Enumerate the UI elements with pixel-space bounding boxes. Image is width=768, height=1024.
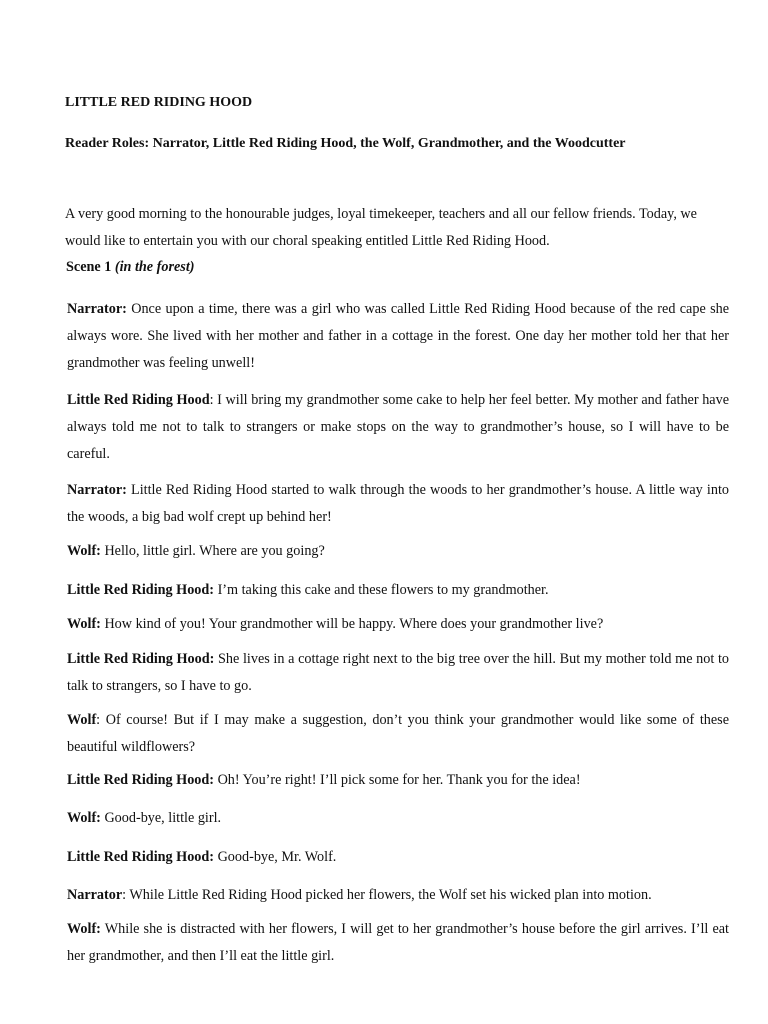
- dialogue-line: [67, 767, 729, 794]
- dialogue-text: : While Little Red Riding Hood picked her flowers, the Wolf set his wicked plan into motion.: [122, 887, 652, 903]
- dialogue-line: [67, 477, 729, 531]
- dialogue-line: [67, 611, 729, 638]
- speaker-name: Wolf: [67, 712, 97, 728]
- dialogue-text: I’m taking this cake and these flowers to my grandmother.: [214, 582, 549, 598]
- scene-label: Scene 1: [66, 259, 112, 275]
- speaker-name: Wolf:: [67, 543, 101, 559]
- speaker-name: Little Red Riding Hood:: [67, 772, 215, 788]
- dialogue-line: [67, 707, 729, 761]
- speaker-name: Narrator:: [67, 301, 127, 317]
- speaker-name: Little Red Riding Hood:: [67, 582, 215, 598]
- speaker-name: Little Red Riding Hood: [67, 392, 210, 408]
- document-page: [65, 0, 729, 1024]
- dialogue-text: Little Red Riding Hood started to walk through the woods to her grandmother’s house. A little way into the woods, a big bad wolf crept up behind her!: [67, 482, 729, 525]
- scene-location: (in the forest): [114, 259, 195, 275]
- dialogue-text: Oh! You’re right! I’ll pick some for her. Thank you for the idea!: [214, 772, 581, 788]
- dialogue-text: Good-bye, Mr. Wolf.: [214, 849, 337, 865]
- speaker-name: Wolf:: [67, 810, 101, 826]
- dialogue-line: [67, 844, 729, 871]
- dialogue-line: [67, 646, 729, 700]
- dialogue-line: [67, 805, 729, 832]
- speaker-name: Wolf:: [67, 616, 101, 632]
- dialogue-line: [67, 387, 729, 468]
- scene-heading: [66, 259, 194, 276]
- dialogue-line: [67, 577, 729, 604]
- dialogue-line: [67, 882, 729, 909]
- speaker-name: Narrator:: [67, 482, 127, 498]
- speaker-name: Wolf:: [67, 921, 101, 937]
- dialogue-text: She lives in a cottage right next to the big tree over the hill. But my mother told me not to talk to strangers, so I have to go.: [67, 651, 729, 694]
- speaker-name: Little Red Riding Hood:: [67, 651, 215, 667]
- document-title: LITTLE RED RIDING HOOD: [65, 95, 253, 110]
- dialogue-text: : Of course! But if I may make a suggestion, don’t you think your grandmother would like some of these beautiful wildflowers?: [67, 712, 729, 755]
- dialogue-text: Once upon a time, there was a girl who was called Little Red Riding Hood because of the red cape she always wore. She lived with her mother and father in a cottage in the forest. One day her mother told her that her grandmother was feeling unwell!: [67, 301, 729, 371]
- dialogue-text: While she is distracted with her flowers, I will get to her grandmother’s house before the girl arrives. I’ll eat her grandmother, and then I’ll eat the little girl.: [67, 921, 729, 964]
- speaker-name: Little Red Riding Hood:: [67, 849, 215, 865]
- dialogue-text: : I will bring my grandmother some cake to help her feel better. My mother and father have always told me not to talk to strangers or make stops on the way to grandmother’s house, so I will have to be careful.: [67, 392, 729, 462]
- dialogue-text: Hello, little girl. Where are you going?: [100, 543, 325, 559]
- dialogue-line: [67, 538, 729, 565]
- reader-roles: Reader Roles: Narrator, Little Red Riding Hood, the Wolf, Grandmother, and the Woodcutter: [65, 136, 626, 151]
- dialogue-line: [67, 916, 729, 970]
- intro-paragraph: A very good morning to the honourable judges, loyal timekeeper, teachers and all our fellow friends. Today, we would like to entertain you with our choral speaking entitled Little Red Riding Hood.: [65, 206, 697, 249]
- speaker-name: Narrator: [67, 887, 123, 903]
- dialogue-line: [67, 296, 729, 377]
- dialogue-text: Good-bye, little girl.: [100, 810, 222, 826]
- dialogue-text: How kind of you! Your grandmother will be happy. Where does your grandmother live?: [100, 616, 604, 632]
